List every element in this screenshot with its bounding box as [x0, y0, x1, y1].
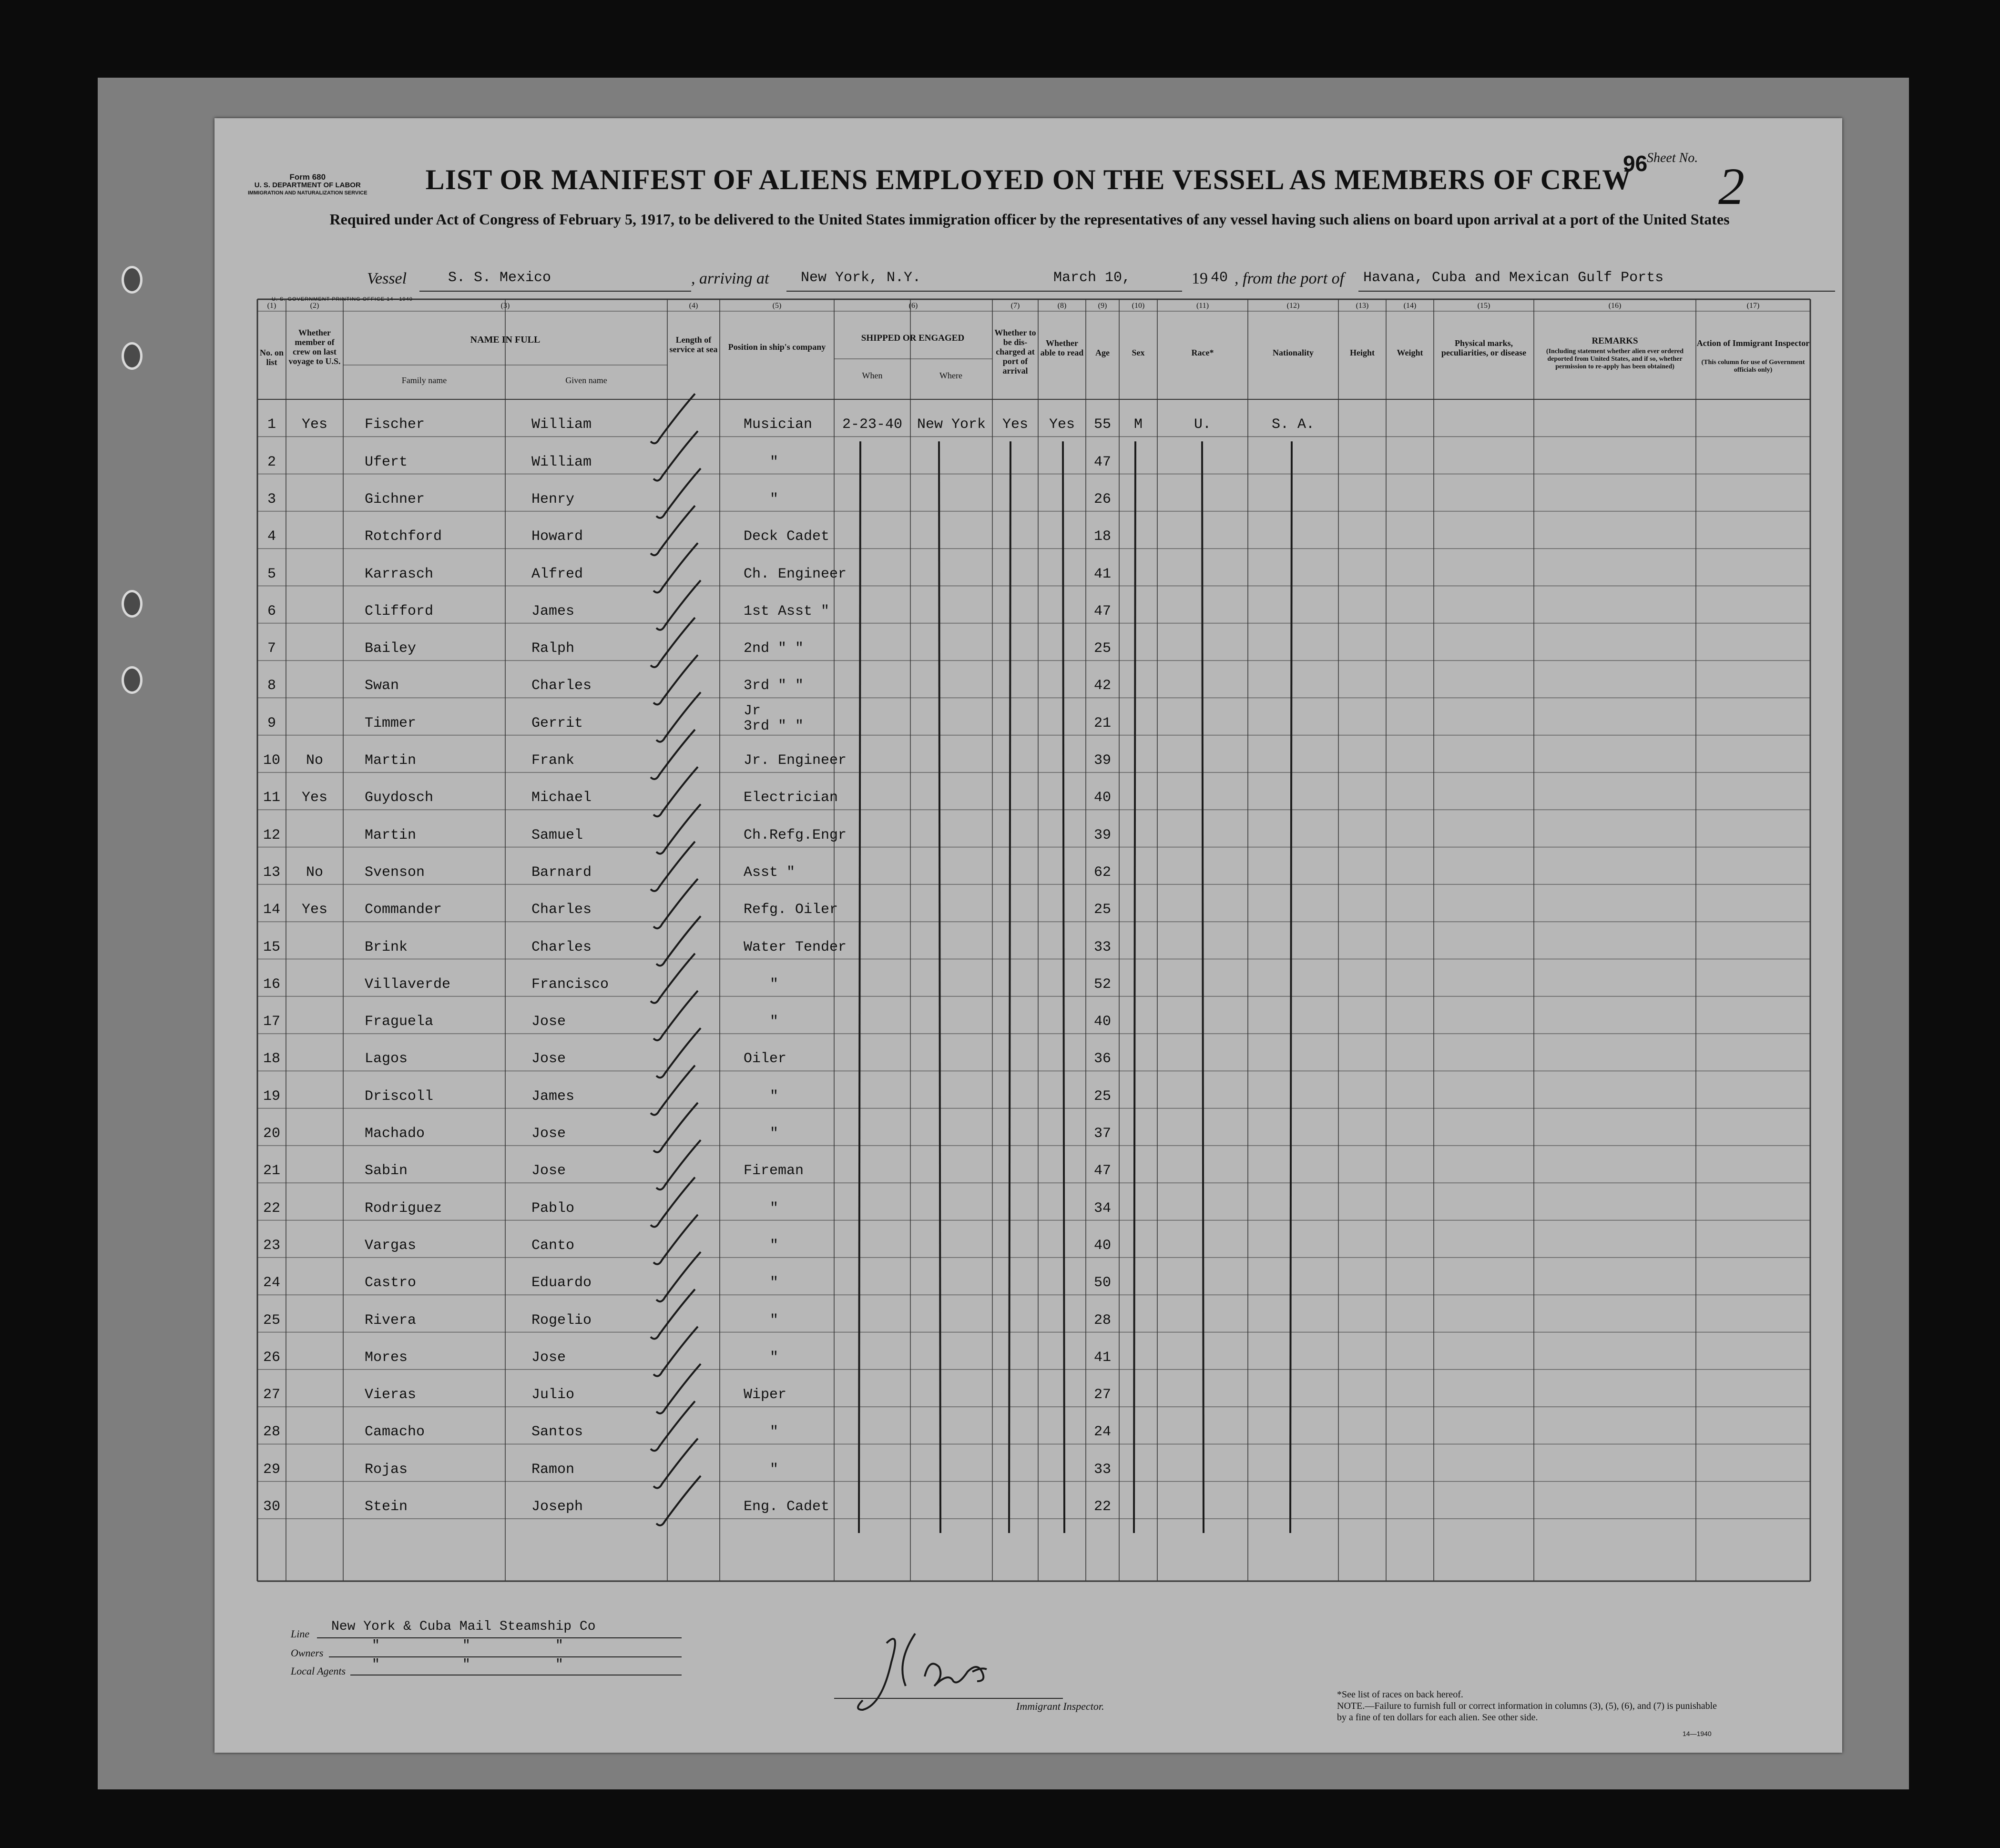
owners-ditto: " [555, 1638, 563, 1653]
cell-position: Oiler [744, 1051, 787, 1067]
cell-age: 62 [1093, 864, 1111, 881]
cell-given: Julio [531, 1387, 575, 1403]
header-family-name: Family name [401, 376, 447, 385]
cell-no: 20 [263, 1126, 280, 1142]
header-remarks: REMARKS [1592, 336, 1638, 346]
cell-position: " [770, 1461, 779, 1478]
cell-position: Deck Cadet [744, 528, 830, 545]
cell-position: Electrician [744, 790, 838, 806]
subtitle: Required under Act of Congress of February 5, 1917, to be delivered to the United States immigration officer by the representatives of any vessel having such aliens on board upon arrival at a port of the United States [329, 211, 1730, 228]
header-physical-marks: Physical marks, peculiarities, or disease [1441, 338, 1527, 357]
header-age: Age [1095, 348, 1110, 357]
cell-age: 52 [1093, 976, 1111, 993]
cell-position: 3rd " " [744, 678, 804, 694]
page-title: LIST OR MANIFEST OF ALIENS EMPLOYED ON THE VESSEL AS MEMBERS OF CREW [425, 164, 1632, 195]
cell-position: Ch. Engineer [744, 566, 847, 582]
footer-notes [1337, 1689, 1728, 1723]
cell-no: 14 [263, 902, 280, 918]
column-number: (13) [1356, 302, 1369, 310]
print-code: 14—1940 [1683, 1730, 1712, 1737]
header-height: Height [1350, 348, 1375, 357]
cell-no: 23 [263, 1237, 280, 1254]
cell-family: Brink [365, 939, 408, 955]
cell-given: Charles [531, 939, 592, 955]
header-action-inspector: Action of Immigrant Inspector [1696, 338, 1810, 348]
header-shipped-engaged: SHIPPED OR ENGAGED [861, 333, 965, 343]
cell-given: Barnard [531, 864, 592, 881]
cell-family: Stein [365, 1499, 408, 1515]
header-remarks-note: (Including statement whether alien ever ordered deported from United States, and if so, whether permission to re-apply has been obtained) [1546, 348, 1684, 370]
cell-last: Yes [301, 416, 327, 433]
column-number: (8) [1057, 302, 1067, 310]
cell-last: No [306, 864, 323, 881]
cell-family: Rivera [365, 1312, 417, 1329]
cell-given: Samuel [531, 827, 583, 843]
header-position: Position in ship's company [728, 342, 826, 352]
cell-family: Rojas [365, 1461, 408, 1478]
cell-age: 42 [1093, 678, 1111, 694]
cell-family: Bailey [365, 640, 417, 657]
cell-no: 8 [267, 678, 276, 694]
cell-no: 10 [263, 752, 280, 769]
cell-family: Karrasch [365, 566, 434, 582]
cell-position: Musician [744, 416, 813, 433]
cell-given: James [531, 603, 575, 619]
cell-given: Alfred [531, 566, 583, 582]
arrival-year: 40 [1211, 270, 1228, 286]
cell-family: Rodriguez [365, 1200, 442, 1217]
page-mark: 96 [1623, 151, 1648, 176]
cell-family: Swan [365, 678, 399, 694]
cell-age: 26 [1093, 491, 1111, 508]
cell-given: Eduardo [531, 1275, 592, 1291]
cell-age: 47 [1093, 454, 1111, 470]
sheet-label: Sheet No. [1647, 151, 1698, 165]
header-no-on-list: No. on list [259, 348, 284, 367]
cell-given: Ralph [531, 640, 575, 657]
printing-office: U. S. GOVERNMENT PRINTING OFFICE 14—1940 [272, 296, 413, 302]
cell-position: " [770, 1014, 779, 1030]
cell-no: 12 [263, 827, 280, 843]
cell-position: 2nd " " [744, 640, 804, 657]
header-action-note: (This column for use of Government officials only) [1701, 359, 1805, 374]
check-mark [651, 506, 695, 555]
cell-given: Canto [531, 1237, 575, 1254]
cell-position: " [770, 1200, 779, 1217]
column-number: (12) [1286, 302, 1300, 310]
cell-given: Francisco [531, 976, 609, 993]
cell-family: Mores [365, 1349, 408, 1366]
arriving-label: , arriving at [691, 270, 769, 287]
header-weight: Weight [1397, 348, 1423, 357]
binder-hole [122, 266, 143, 294]
cell-position: " [770, 976, 779, 993]
check-mark [651, 842, 695, 891]
cell-given: Charles [531, 678, 592, 694]
cell-no: 29 [263, 1461, 280, 1478]
cell-family: Lagos [365, 1051, 408, 1067]
cell-position: Jr [744, 702, 761, 719]
cell-no: 27 [263, 1387, 280, 1403]
cell-no: 30 [263, 1499, 280, 1515]
cell-family: Vargas [365, 1237, 417, 1254]
cell-read: Yes [1049, 416, 1075, 433]
cell-family: Machado [365, 1126, 425, 1142]
cell-last: Yes [301, 902, 327, 918]
arrival-port: New York, N.Y. [801, 270, 921, 286]
header-when: When [862, 371, 883, 380]
cell-age: 55 [1093, 416, 1111, 433]
column-number: (6) [908, 302, 918, 310]
column-number: (3) [500, 302, 510, 310]
cell-no: 4 [267, 528, 276, 545]
cell-age: 41 [1093, 566, 1111, 582]
cell-position: " [770, 1126, 779, 1142]
cell-given: Jose [531, 1051, 566, 1067]
form-number: Form 680 [289, 173, 326, 182]
manifest-sheet [214, 118, 1842, 1753]
cell-position: Water Tender [744, 939, 847, 955]
cell-position: Asst " [744, 864, 796, 881]
cell-no: 15 [263, 939, 280, 955]
binder-holes [122, 118, 150, 1753]
cell-age: 24 [1093, 1424, 1111, 1441]
cell-no: 9 [267, 715, 276, 731]
cell-given: Jose [531, 1014, 566, 1030]
column-number: (16) [1608, 302, 1622, 310]
cell-position: " [770, 1275, 779, 1291]
service: IMMIGRATION AND NATURALIZATION SERVICE [248, 190, 367, 196]
column-number: (7) [1010, 302, 1020, 310]
check-mark [651, 1066, 695, 1115]
cell-position: " [770, 1088, 779, 1105]
cell-family: Commander [365, 902, 442, 918]
cell-position: Eng. Cadet [744, 1499, 830, 1515]
inspector-signature [834, 1619, 1034, 1715]
check-mark [651, 1401, 695, 1451]
cell-position: Refg. Oiler [744, 902, 838, 918]
cell-position: Fireman [744, 1163, 804, 1179]
cell-family: Sabin [365, 1163, 408, 1179]
department: U. S. DEPARTMENT OF LABOR [254, 181, 361, 189]
header-able-to-read: Whether able to read [1040, 338, 1084, 357]
cell-given: Jose [531, 1163, 566, 1179]
cell-given: Santos [531, 1424, 583, 1441]
cell-last: Yes [301, 790, 327, 806]
cell-age: 33 [1093, 1461, 1111, 1478]
cell-age: 33 [1093, 939, 1111, 955]
cell-family: Driscoll [365, 1088, 434, 1105]
column-number: (11) [1196, 302, 1209, 310]
cell-family: Martin [365, 752, 417, 769]
line-value: New York & Cuba Mail Steamship Co [331, 1619, 596, 1634]
cell-family: Svenson [365, 864, 425, 881]
check-mark [651, 618, 695, 667]
cell-given: William [531, 454, 592, 470]
cell-age: 39 [1093, 752, 1111, 769]
cell-position: " [770, 454, 779, 470]
header-nationality: Nationality [1272, 348, 1314, 357]
local-agents-label: Local Agents [291, 1665, 346, 1677]
cell-given: Pablo [531, 1200, 575, 1217]
cell-family: Fraguela [365, 1014, 434, 1030]
cell-given: James [531, 1088, 575, 1105]
cell-no: 25 [263, 1312, 280, 1329]
cell-position: Ch.Refg.Engr [744, 827, 847, 843]
check-mark [651, 954, 695, 1003]
cell-given: Michael [531, 790, 592, 806]
cell-sex: M [1133, 416, 1143, 433]
cell-given: Charles [531, 902, 592, 918]
cell-given: Frank [531, 752, 575, 769]
check-mark [651, 730, 695, 779]
cell-no: 17 [263, 1014, 280, 1030]
cell-position: Wiper [744, 1387, 787, 1403]
cell-age: 21 [1093, 715, 1111, 731]
cell-age: 47 [1093, 603, 1111, 619]
agents-ditto: " [372, 1657, 380, 1672]
cell-given: Ramon [531, 1461, 575, 1478]
cell-age: 25 [1093, 902, 1111, 918]
header-last-voyage: Whether member of crew on last voyage to U.S. [288, 328, 341, 366]
cell-no: 26 [263, 1349, 280, 1366]
cell-given: Rogelio [531, 1312, 592, 1329]
column-number: (9) [1098, 302, 1107, 310]
header-race: Race* [1191, 348, 1214, 357]
cell-family: Timmer [365, 715, 417, 731]
cell-given: Gerrit [531, 715, 583, 731]
cell-age: 41 [1093, 1349, 1111, 1366]
cell-no: 6 [267, 603, 276, 619]
header-discharged: Whether to be dis-charged at port of arrival [994, 328, 1036, 376]
column-number: (17) [1746, 302, 1760, 310]
cell-no: 19 [263, 1088, 280, 1105]
column-number: (4) [689, 302, 698, 310]
cell-age: 25 [1093, 1088, 1111, 1105]
cell-age: 47 [1093, 1163, 1111, 1179]
cell-position: 3rd " " [744, 718, 804, 734]
cell-given: Jose [531, 1349, 566, 1366]
cell-family: Gichner [365, 491, 425, 508]
cell-no: 5 [267, 566, 276, 582]
cell-last: No [306, 752, 323, 769]
cell-given: Henry [531, 491, 575, 508]
cell-position: 1st Asst " [744, 603, 830, 619]
cell-age: 25 [1093, 640, 1111, 657]
cell-age: 18 [1093, 528, 1111, 545]
from-label: , from the port of [1235, 270, 1345, 287]
cell-age: 27 [1093, 1387, 1111, 1403]
cell-no: 24 [263, 1275, 280, 1291]
cell-given: Jose [531, 1126, 566, 1142]
header-length-of-service: Length of service at sea [669, 335, 718, 354]
cell-age: 28 [1093, 1312, 1111, 1329]
header-name-in-full: NAME IN FULL [470, 335, 541, 345]
cell-no: 11 [263, 790, 280, 806]
check-mark [651, 394, 695, 443]
cell-family: Fischer [365, 416, 425, 433]
cell-no: 13 [263, 864, 280, 881]
column-number: (15) [1477, 302, 1490, 310]
agents-ditto: " [462, 1657, 470, 1672]
cell-family: Camacho [365, 1424, 425, 1441]
note-races: *See list of races on back hereof. [1337, 1689, 1463, 1700]
cell-no: 22 [263, 1200, 280, 1217]
cell-given: Howard [531, 528, 583, 545]
note-fine: NOTE.—Failure to furnish full or correct information in columns (3), (5), (6), and (7) is punishable by a fine of ten dollars for each alien. See other side. [1337, 1701, 1717, 1723]
arrival-date: March 10, [1053, 270, 1131, 286]
binder-hole [122, 666, 143, 694]
cell-family: Clifford [365, 603, 434, 619]
cell-family: Rotchford [365, 528, 442, 545]
cell-age: 36 [1093, 1051, 1111, 1067]
cell-no: 18 [263, 1051, 280, 1067]
cell-no: 2 [267, 454, 276, 470]
cell-position: " [770, 1312, 779, 1329]
cell-no: 16 [263, 976, 280, 993]
cell-age: 39 [1093, 827, 1111, 843]
cell-race: U. [1194, 416, 1211, 433]
vessel-name: S. S. Mexico [448, 270, 551, 286]
cell-position: " [770, 1424, 779, 1441]
column-number: (1) [267, 302, 276, 310]
cell-age: 40 [1093, 1237, 1111, 1254]
cell-no: 3 [267, 491, 276, 508]
cell-family: Castro [365, 1275, 417, 1291]
agents-ditto: " [555, 1657, 563, 1672]
column-number: (5) [772, 302, 782, 310]
cell-age: 50 [1093, 1275, 1111, 1291]
column-number: (2) [310, 302, 319, 310]
cell-no: 28 [263, 1424, 280, 1441]
column-number: (14) [1403, 302, 1417, 310]
binder-hole [122, 590, 143, 618]
cell-family: Villaverde [365, 976, 451, 993]
cell-position: " [770, 1237, 779, 1254]
cell-family: Guydosch [365, 790, 434, 806]
cell-no: 1 [267, 416, 276, 433]
cell-where: New York [917, 416, 986, 433]
owners-label: Owners [291, 1647, 324, 1659]
cell-no: 7 [267, 640, 276, 657]
header-where: Where [939, 371, 962, 380]
cell-family: Vieras [365, 1387, 417, 1403]
header-given-name: Given name [565, 376, 607, 385]
header-sex: Sex [1132, 348, 1145, 357]
check-mark [651, 1290, 695, 1339]
cell-nationality: S. A. [1271, 416, 1315, 433]
cell-position: Jr. Engineer [744, 752, 847, 769]
sheet-number: 2 [1718, 157, 1745, 215]
binder-hole [122, 342, 143, 370]
cell-family: Martin [365, 827, 417, 843]
footer [214, 1600, 1842, 1743]
cell-discharged: Yes [1002, 416, 1028, 433]
cell-family: Ufert [365, 454, 408, 470]
line-label: Line [291, 1628, 310, 1640]
cell-given: William [531, 416, 592, 433]
cell-age: 37 [1093, 1126, 1111, 1142]
cell-when: 2-23-40 [842, 416, 903, 433]
cell-age: 40 [1093, 1014, 1111, 1030]
cell-given: Joseph [531, 1499, 583, 1515]
cell-age: 40 [1093, 790, 1111, 806]
cell-age: 22 [1093, 1499, 1111, 1515]
vessel-label: Vessel [367, 270, 407, 287]
year-prefix: 19 [1192, 270, 1208, 287]
owners-ditto: " [462, 1638, 470, 1653]
cell-position: " [770, 491, 779, 508]
cell-age: 34 [1093, 1200, 1111, 1217]
inspector-label: Immigrant Inspector. [1016, 1700, 1104, 1712]
cell-position: " [770, 1349, 779, 1366]
column-number: (10) [1132, 302, 1145, 310]
cell-no: 21 [263, 1163, 280, 1179]
check-mark [651, 1178, 695, 1227]
owners-ditto: " [372, 1638, 380, 1653]
departure-port: Havana, Cuba and Mexican Gulf Ports [1363, 270, 1664, 286]
